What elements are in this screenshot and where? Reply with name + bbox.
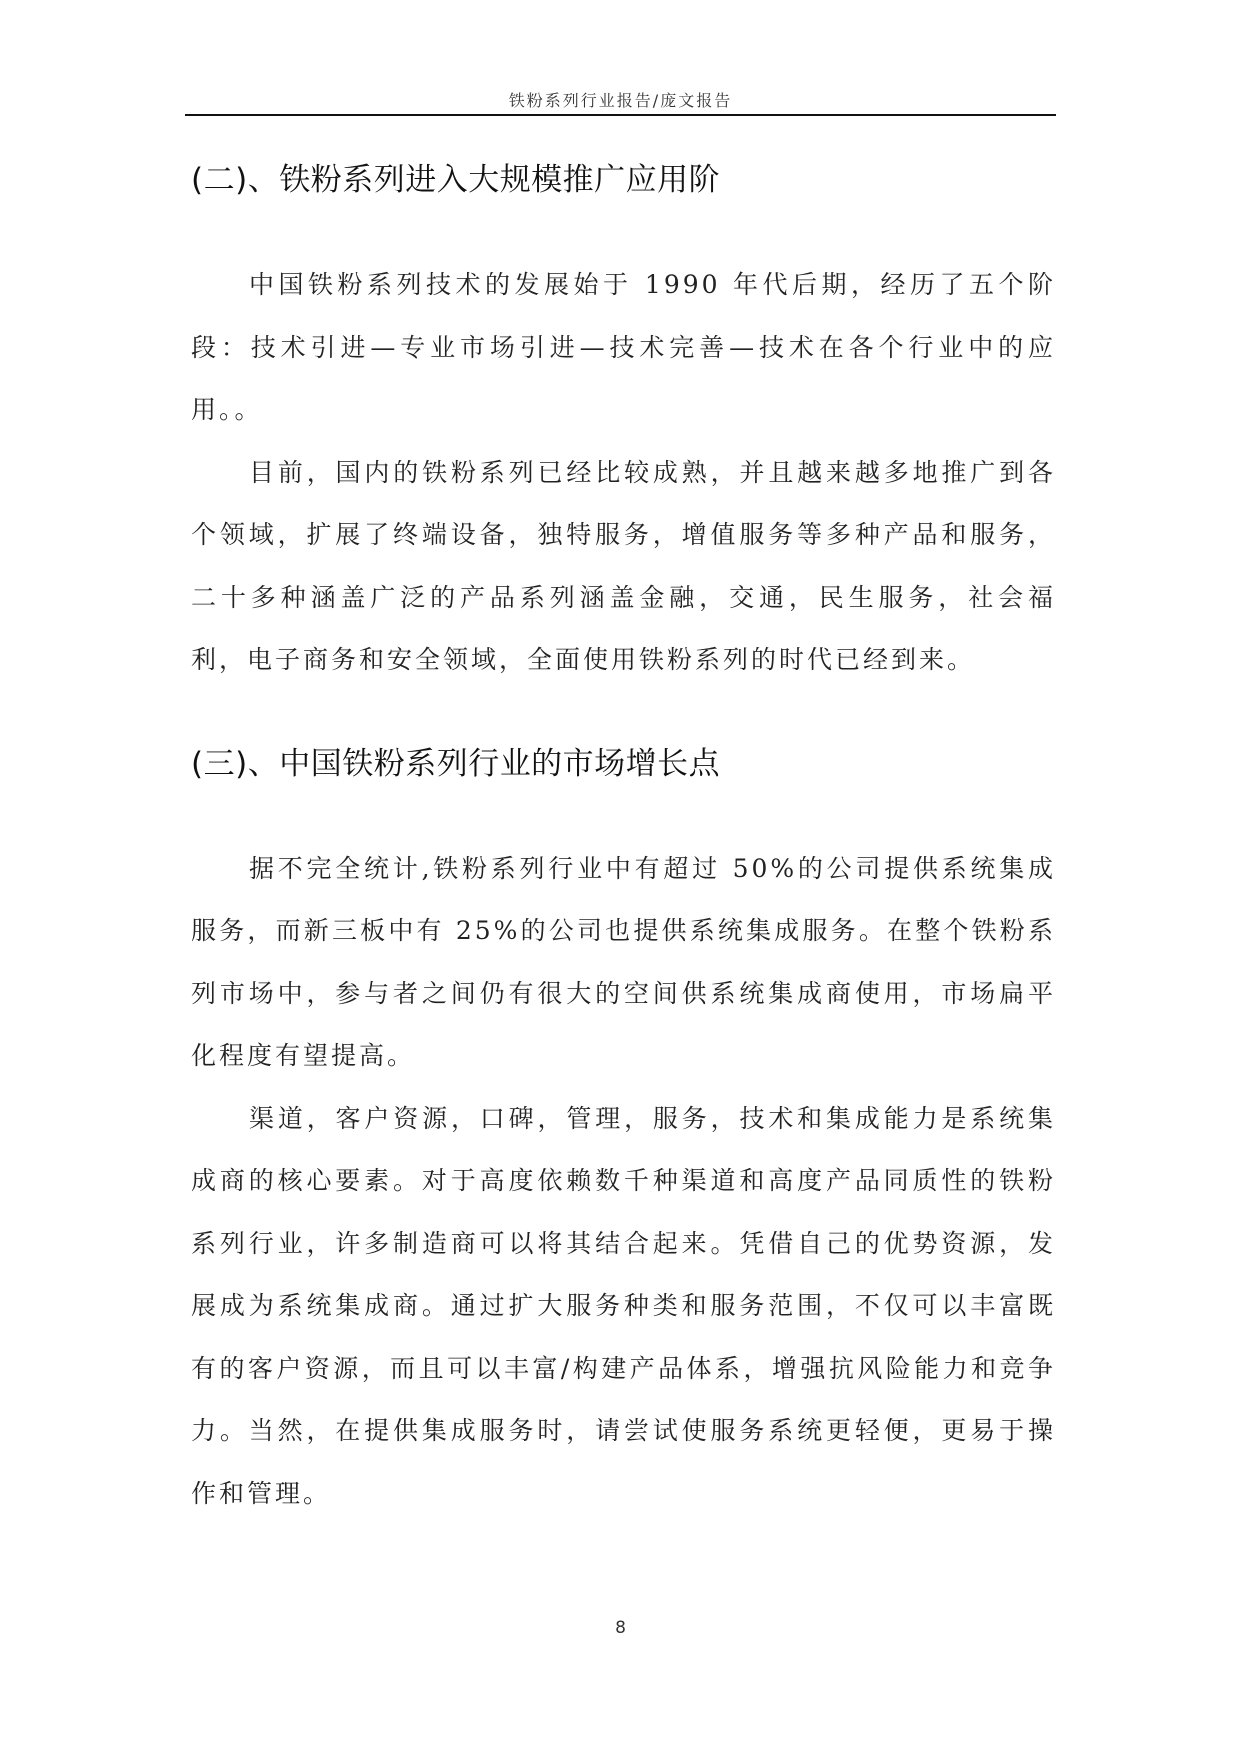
section-2-paragraph-1: 中国铁粉系列技术的发展始于 1990 年代后期，经历了五个阶段：技术引进—专业市场引进—技术完善—技术在各个行业中的应用。。 — [191, 270, 1056, 424]
section-3-paragraph-2: 渠道，客户资源，口碑，管理，服务，技术和集成能力是系统集成商的核心要素。对于高度依赖数千种渠道和高度产品同质性的铁粉系列行业，许多制造商可以将其结合起来。凭借自己的优势资源，发展成为系统集成商。通过扩大服务种类和服务范围，不仅可以丰富既有的客户资源，而且可以丰富/构建产品体系，增强抗风险能力和竞争力。当然，在提供集成服务时，请尝试使服务系统更轻便，更易于操作和管理。 — [191, 1103, 1056, 1508]
section-heading-3: (三)、中国铁粉系列行业的市场增长点 — [191, 745, 721, 782]
section-3-paragraph-1: 据不完全统计,铁粉系列行业中有超过 50%的公司提供系统集成服务，而新三板中有 25%的公司也提供系统集成服务。在整个铁粉系列市场中，参与者之间仍有很大的空间供系统集成商使用，市场扁平化程度有望提高。 — [191, 853, 1056, 1070]
section-heading-2: (二)、铁粉系列进入大规模推广应用阶 — [191, 162, 721, 198]
running-header: 铁粉系列行业报告/庞文报告 — [508, 91, 733, 110]
page-number: 8 — [615, 1618, 626, 1638]
section-2-paragraph-2: 目前，国内的铁粉系列已经比较成熟，并且越来越多地推广到各个领域，扩展了终端设备，独特服务，增值服务等多种产品和服务，二十多种涵盖广泛的产品系列涵盖金融，交通，民生服务，社会福利，电子商务和安全领域，全面使用铁粉系列的时代已经到来。 — [191, 457, 1056, 674]
header-divider — [185, 114, 1056, 116]
page-body — [191, 150, 1056, 1525]
